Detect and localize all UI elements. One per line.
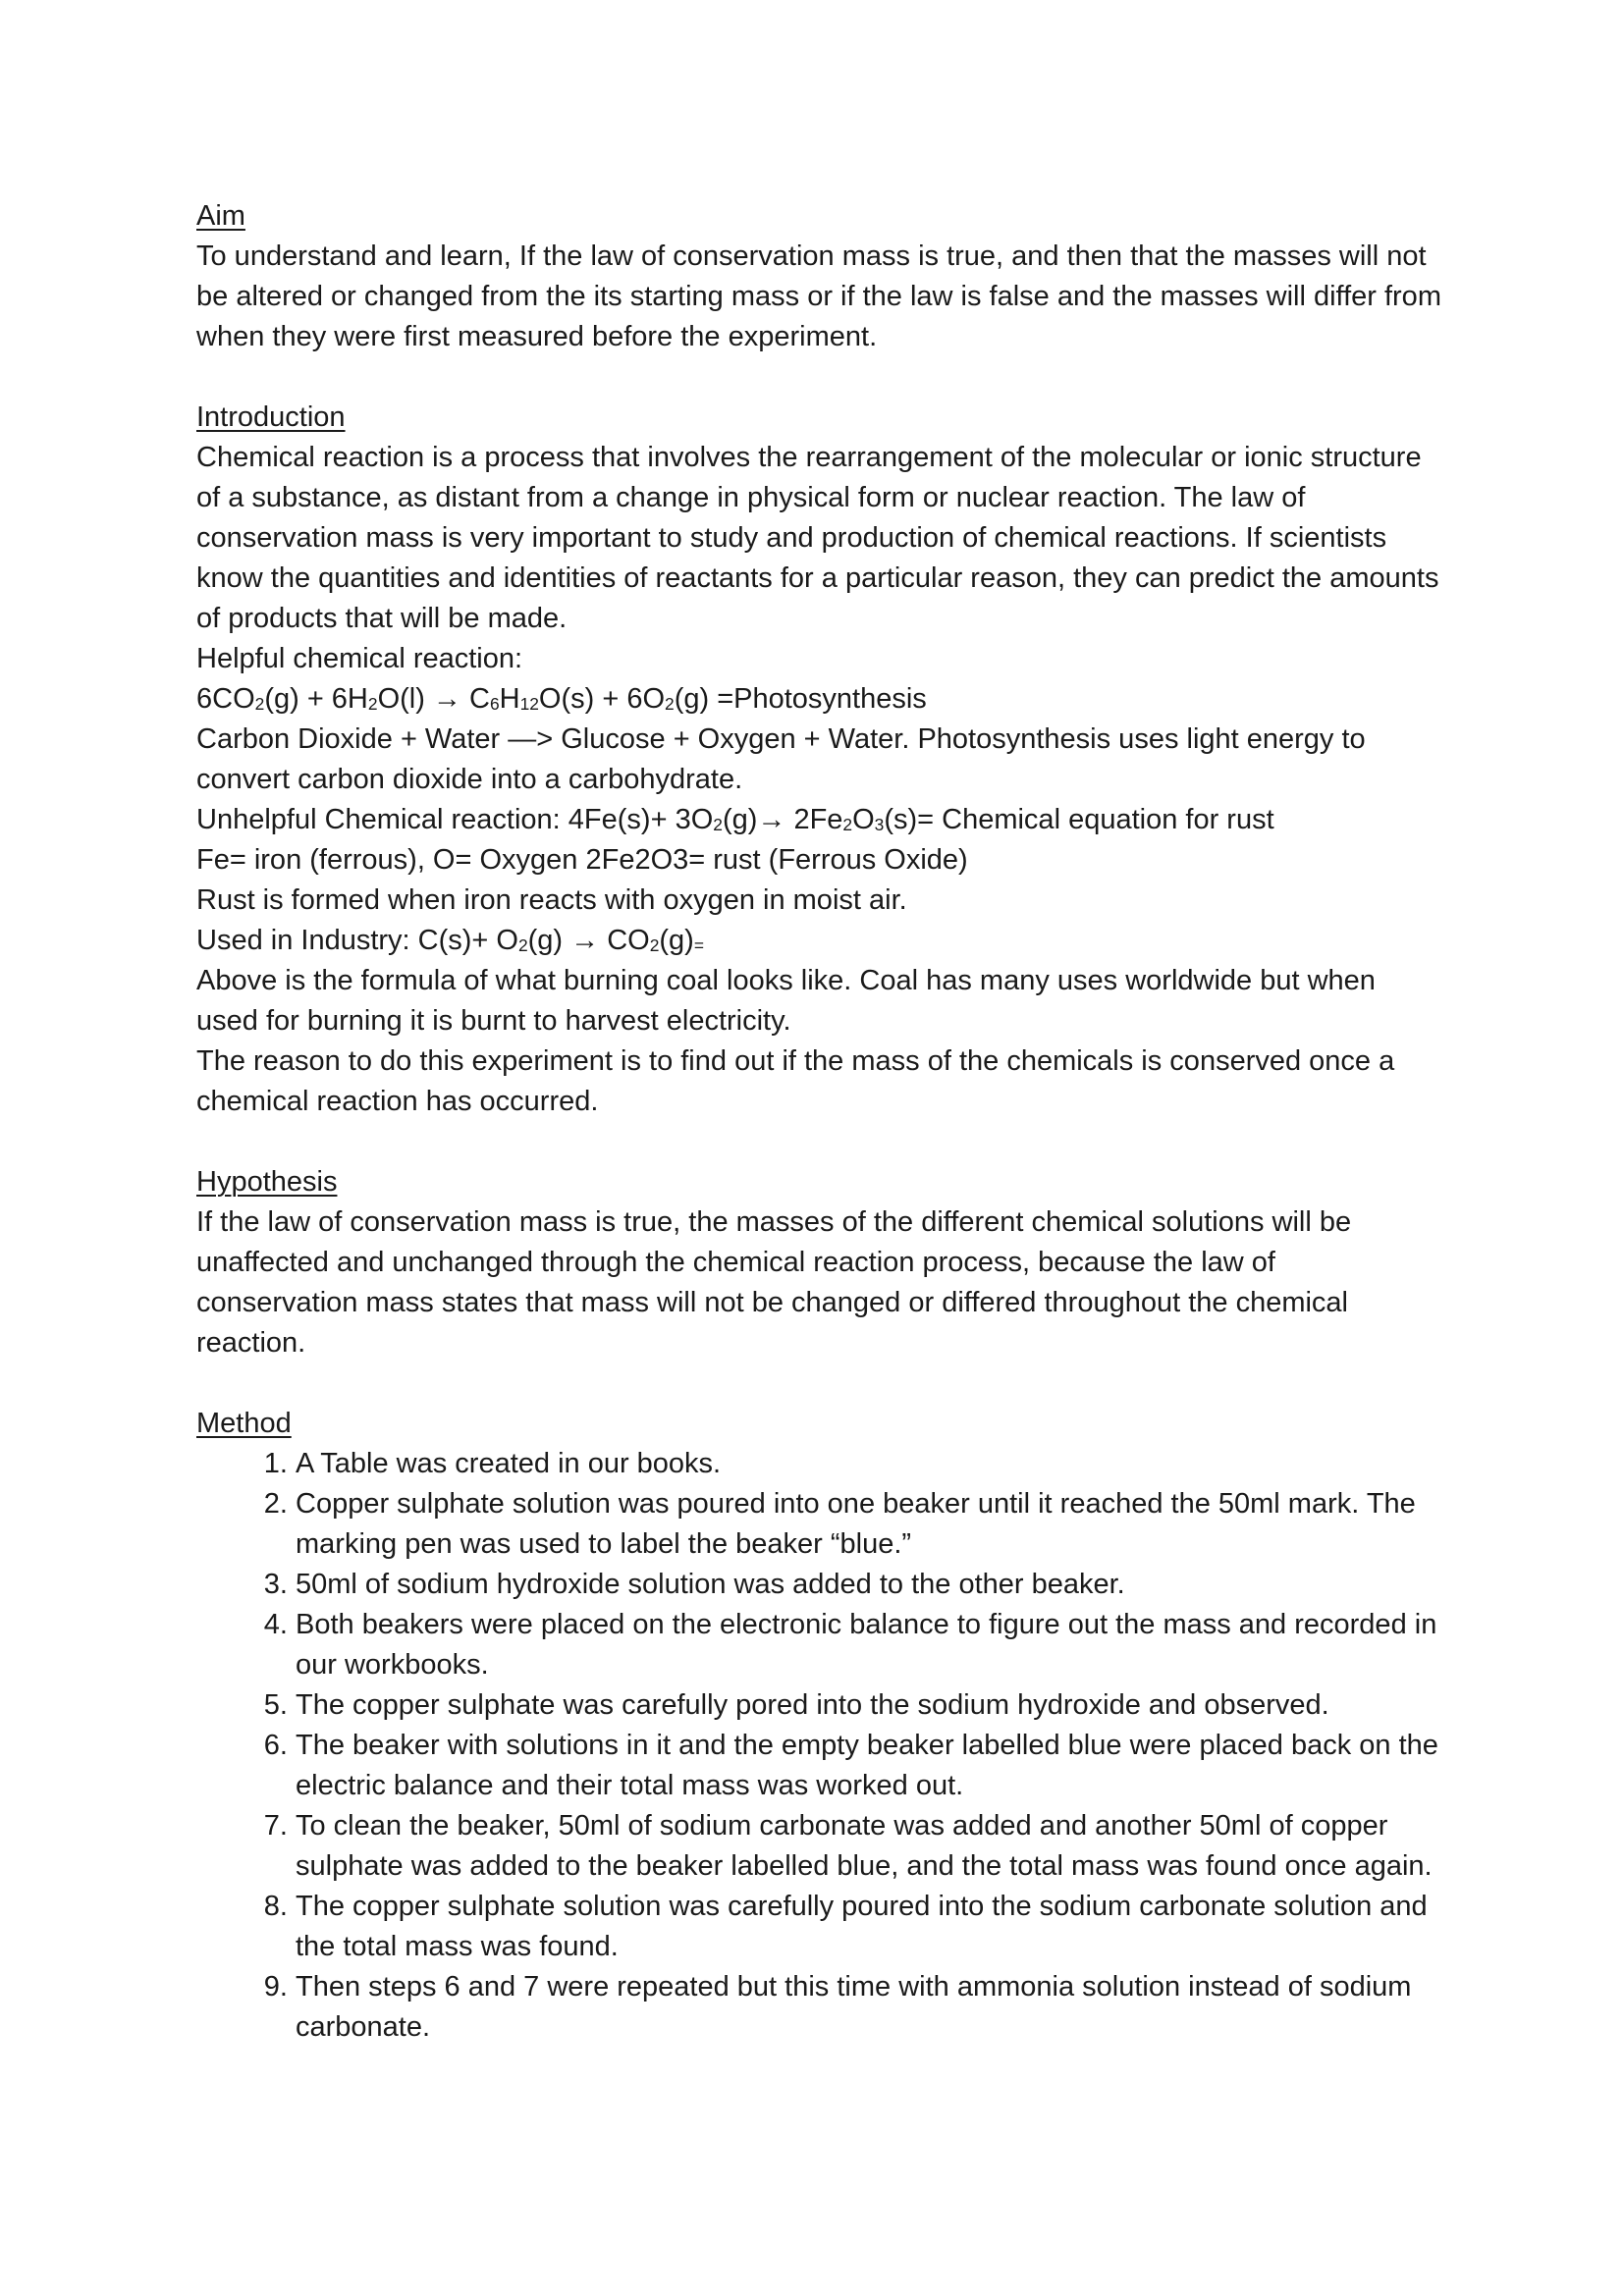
method-step: 1. A Table was created in our books. — [296, 1444, 1443, 1484]
hypothesis-heading: Hypothesis — [196, 1166, 338, 1198]
method-step: 3. 50ml of sodium hydroxide solution was added to the other beaker. — [296, 1565, 1443, 1605]
hypothesis-text: If the law of conservation mass is true, the masses of the different chemical solutions will be unaffected and unchanged through the chemical reaction process, because the law of conservation mass states that mass will not be changed or differed throughout the chemical reaction. — [196, 1206, 1352, 1359]
method-step: 8. The copper sulphate solution was carefully poured into the sodium carbonate solution and the total mass was found. — [296, 1887, 1443, 1967]
industry-equation: Used in Industry: $C(s)+ O_2(g) \to CO_2(g)_=$ — [196, 925, 704, 956]
aim-heading: Aim — [196, 200, 245, 232]
method-section — [196, 1404, 1443, 2048]
method-step: 6. The beaker with solutions in it and the empty beaker labelled blue were placed back on the electric balance and their total mass was worked out. — [296, 1726, 1443, 1806]
photosynthesis-description: Carbon Dioxide + Water —> Glucose + Oxygen + Water. Photosynthesis uses light energy to convert carbon dioxide into a carbohydrate. — [196, 723, 1366, 795]
document-page — [196, 196, 1443, 2048]
hypothesis-section — [196, 1162, 1443, 1363]
method-step: 7. To clean the beaker, 50ml of sodium carbonate was added and another 50ml of copper sulphate was added to the beaker labelled blue, and the total mass was found once again. — [296, 1806, 1443, 1887]
aim-section — [196, 196, 1443, 357]
rust-equation: Unhelpful Chemical reaction: $4Fe(s)+ 3O_2(g)\to 2Fe_2O_3(s)=$ Chemical equation for rust — [196, 804, 1274, 835]
aim-text: To understand and learn, If the law of conservation mass is true, and then that the masses will not be altered or changed from the its starting mass or if the law is false and the masses will differ from when they were first measured before the experiment. — [196, 240, 1441, 352]
method-step: 9. Then steps 6 and 7 were repeated but this time with ammonia solution instead of sodium carbonate. — [296, 1967, 1443, 2048]
rust-description: Rust is formed when iron reacts with oxygen in moist air. — [196, 884, 907, 916]
method-step: 4. Both beakers were placed on the electronic balance to figure out the mass and recorded in our workbooks. — [296, 1605, 1443, 1685]
method-step: 5. The copper sulphate was carefully pored into the sodium hydroxide and observed. — [296, 1685, 1443, 1726]
introduction-paragraph: Chemical reaction is a process that involves the rearrangement of the molecular or ionic structure of a substance, as distant from a change in physical form or nuclear reaction. The law of conservation mass is very important to study and production of chemical reactions. If scientists know the quantities and identities of reactants for a particular reason, they can predict the amounts of products that will be made. — [196, 442, 1439, 634]
coal-description: Above is the formula of what burning coal looks like. Coal has many uses worldwide but when used for burning it is burnt to harvest electricity. — [196, 965, 1376, 1037]
method-step: 2. Copper sulphate solution was poured into one beaker until it reached the 50ml mark. The marking pen was used to label the beaker “blue.” — [296, 1484, 1443, 1565]
reason-text: The reason to do this experiment is to find out if the mass of the chemicals is conserved once a chemical reaction has occurred. — [196, 1045, 1395, 1117]
method-heading: Method — [196, 1408, 292, 1439]
introduction-heading: Introduction — [196, 401, 346, 433]
rust-legend: Fe= iron (ferrous), O= Oxygen 2Fe2O3= rust (Ferrous Oxide) — [196, 844, 968, 876]
helpful-reaction-label: Helpful chemical reaction: — [196, 643, 523, 674]
introduction-section — [196, 398, 1443, 1122]
photosynthesis-equation: $6CO_2(g) + 6H_2O(l) \to C_6H_{12}O(s) + 6O_2(g)$ =Photosynthesis — [196, 683, 927, 715]
method-steps-list — [196, 1444, 1443, 2048]
